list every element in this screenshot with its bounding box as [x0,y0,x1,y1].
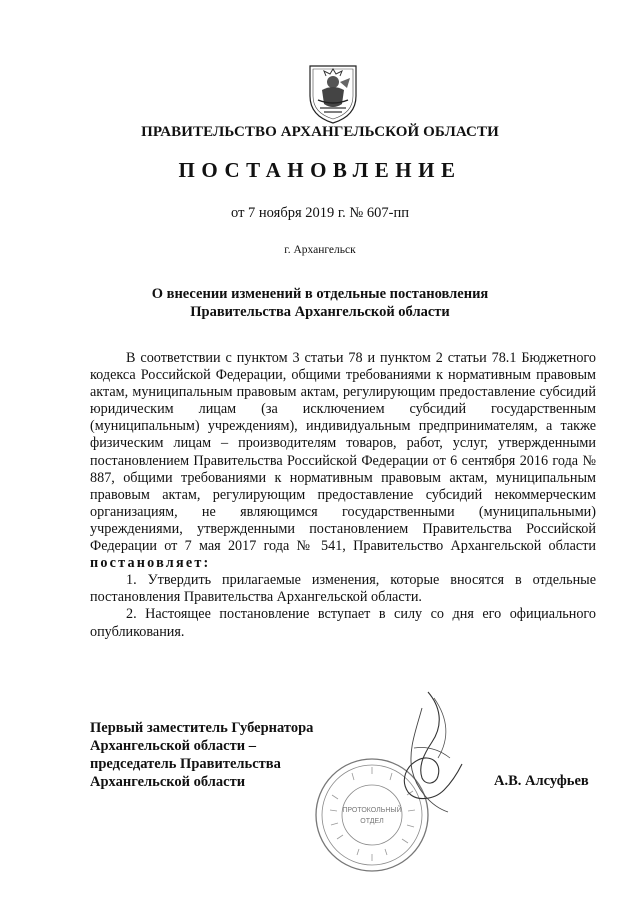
document-type: ПОСТАНОВЛЕНИЕ [178,158,462,182]
preamble-text: В соответствии с пунктом 3 статьи 78 и пунктом 2 статьи 78.1 Бюджетного кодекса Российской Федерации, общими требованиями к нормативным правовым актам, муниципальным правовым актам, регулирующим предоставление субсидий юридическим лицам (за исключением субсидий государственным (муниципальным) учреждениям), индивидуальным предпринимателям, а также физическим лицам – производителям товаров, работ, услуг, утвержденными постановлением Правительства Российской Федерации от 6 сентября 2016 года № 887, общими требованиями к нормативным правовым актам, муниципальным правовым актам, регулирующим предоставление субсидий некоммерческим организациям, не являющимся государственными (муниципальными) учреждениями, утвержденными постановлением Правительства Российской Федерации от 7 мая 2017 года № 541, Правительство Архангельской области [90,350,596,555]
organization-name: ПРАВИТЕЛЬСТВО АРХАНГЕЛЬСКОЙ ОБЛАСТИ [141,124,499,140]
signatory-position-line: Архангельской области – [90,738,256,754]
item-1: 1. Утвердить прилагаемые изменения, которые вносятся в отдельные постановления Правительства Архангельской области. [90,572,596,606]
signatory-name: А.В. Алсуфьев [494,773,589,789]
signatory-position [90,719,313,791]
signatory-position-line: председатель Правительства [90,756,281,772]
document-title [60,285,580,321]
item-2: 2. Настоящее постановление вступает в силу со дня его официального опубликования. [90,606,596,640]
handwritten-signature [378,688,474,820]
coat-of-arms-icon [300,60,366,126]
document-title-line: Правительства Архангельской области [190,304,450,320]
stamp-text: ОТДЕЛ [360,818,384,825]
document-body [90,350,596,641]
signatory-position-line: Первый заместитель Губернатора [90,720,314,736]
preamble-paragraph [90,350,596,572]
document-date-number: от 7 ноября 2019 г. № 607-пп [231,205,409,221]
document-city: г. Архангельск [284,244,356,256]
document-title-line: О внесении изменений в отдельные постановления [151,286,489,302]
signatory-position-line: Архангельской области [90,774,246,790]
stamp-text: ПРОТОКОЛЬНЫЙ [342,807,402,814]
resolves-word: постановляет: [90,555,211,572]
